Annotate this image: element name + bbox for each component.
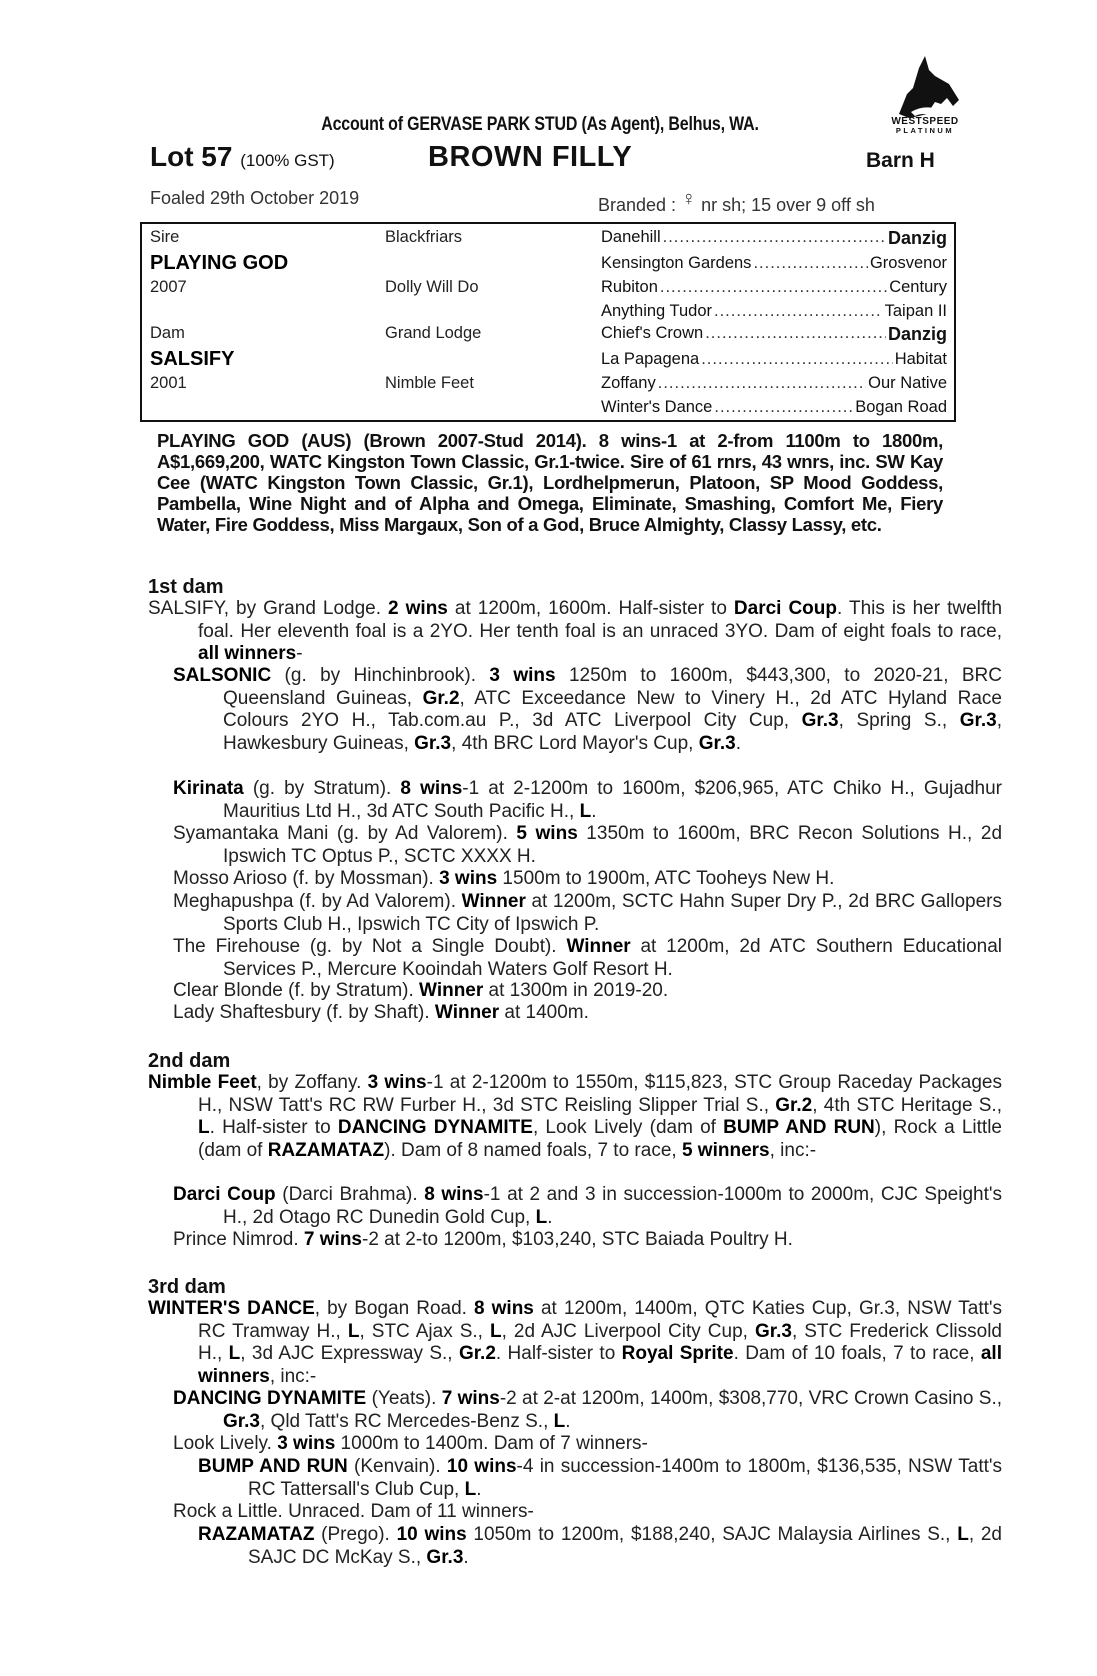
- list-item: Mosso Arioso (f. by Mossman). 3 wins 1500m to 1900m, ATC Tooheys New H.: [173, 868, 835, 889]
- sire-dam: Dolly Will Do: [385, 278, 479, 296]
- list-item: Meghapushpa (f. by Ad Valorem). Winner at 1200m, SCTC Hahn Super Dry P., 2d BRC Gallopers Sports Club H., Ipswich TC City of Ipswich P.: [173, 891, 1002, 935]
- sire-label: Sire: [150, 228, 180, 246]
- account-of-line: Account of GERVASE PARK STUD (As Agent), Belhus, WA.: [321, 114, 759, 135]
- gen3-row: Danehill ..... Danzig: [601, 228, 947, 249]
- first-dam-intro: SALSIFY, by Grand Lodge. 2 wins at 1200m, 1600m. Half-sister to Darci Coup. This is her twelfth foal. Her eleventh foal is a 2YO. Her tenth foal is an unraced 3YO. Dam of eight foals to race, all winners-: [148, 598, 1003, 664]
- lot-label: Lot 57: [150, 141, 233, 172]
- list-item: Syamantaka Mani (g. by Ad Valorem). 5 wins 1350m to 1600m, BRC Recon Solutions H., 2d Ipswich TC Optus P., SCTC XXXX H.: [173, 823, 1003, 867]
- list-item: Kirinata (g. by Stratum). 8 wins-1 at 2-1200m to 1600m, $206,965, ATC Chiko H., Gujadhur Mauritius Ltd H., 3d ATC South Pacific H., L.: [173, 778, 1002, 822]
- list-item: DANCING DYNAMITE (Yeats). 7 wins-2 at 2-at 1200m, 1400m, $308,770, VRC Crown Casino S., Gr.3, Qld Tatt's RC Mercedes-Benz S., L.: [173, 1388, 1003, 1432]
- list-item: Prince Nimrod. 7 wins-2 at 2-to 1200m, $103,240, STC Baiada Poultry H.: [173, 1229, 793, 1250]
- gen3-row: Chief's Crown ..... Danzig: [601, 324, 947, 345]
- dam-label: Dam: [150, 324, 185, 342]
- list-item: Clear Blonde (f. by Stratum). Winner at 1300m in 2019-20.: [173, 980, 669, 1001]
- branded-info: [598, 188, 875, 216]
- barn-label: Barn H: [866, 149, 935, 172]
- page-title: BROWN FILLY: [428, 141, 633, 173]
- sire-sire: Blackfriars: [385, 228, 463, 246]
- gen3-row: Zoffany ..... Our Native: [601, 374, 947, 393]
- dam-sire: Grand Lodge: [385, 324, 482, 342]
- gen3-row: La Papagena ..... Habitat: [601, 350, 947, 369]
- second-dam-heading: 2nd dam: [148, 1050, 231, 1072]
- branded-label: Branded :: [598, 195, 677, 215]
- list-item: RAZAMATAZ (Prego). 10 wins 1050m to 1200m, $188,240, SAJC Malaysia Airlines S., L, 2d SAJC DC McKay S., Gr.3.: [198, 1524, 1002, 1568]
- list-item: Darci Coup (Darci Brahma). 8 wins-1 at 2 and 3 in succession-1000m to 2000m, CJC Speight's H., 2d Otago RC Dunedin Gold Cup, L.: [173, 1184, 1002, 1228]
- dam-name: SALSIFY: [150, 348, 235, 370]
- logo-sub-text: PLATINUM: [895, 126, 955, 135]
- list-item: Rock a Little. Unraced. Dam of 11 winners-: [173, 1501, 534, 1522]
- gen3-row: Kensington Gardens ..... Grosvenor: [601, 254, 947, 273]
- first-dam-heading: 1st dam: [148, 576, 224, 598]
- sire-year: 2007: [150, 278, 187, 296]
- dam-year: 2001: [150, 374, 187, 392]
- third-dam-intro: WINTER'S DANCE, by Bogan Road. 8 wins at 1200m, 1400m, QTC Katies Cup, Gr.3, NSW Tatt's RC Tramway H., L, STC Ajax S., L, 2d AJC Liverpool City Cup, Gr.3, STC Frederick Clissold H., L, 3d AJC Expressway S., Gr.2. Half-sister to Royal Sprite. Dam of 10 foals, 7 to race, all winners, inc:-: [148, 1298, 1003, 1387]
- foaled-date: Foaled 29th October 2019: [150, 188, 360, 208]
- second-dam-intro: Nimble Feet, by Zoffany. 3 wins-1 at 2-1200m to 1550m, $115,823, STC Group Raceday Packages H., NSW Tatt's RC RW Furber H., 3d STC Reisling Slipper Trial S., Gr.2, 4th STC Heritage S., L. Half-sister to DANCING DYNAMITE, Look Lively (dam of BUMP AND RUN), Rock a Little (dam of RAZAMATAZ). Dam of 8 named foals, 7 to race, 5 winners, inc:-: [148, 1072, 1003, 1161]
- gen3-row: Anything Tudor ..... Taipan II: [601, 302, 947, 321]
- dam-dam: Nimble Feet: [385, 374, 474, 392]
- lot-number: [150, 141, 335, 173]
- logo-brand-text: WESTSPEED: [891, 116, 959, 127]
- third-dam-heading: 3rd dam: [148, 1276, 226, 1298]
- sire-name: PLAYING GOD: [150, 252, 289, 274]
- list-item: Look Lively. 3 wins 1000m to 1400m. Dam of 7 winners-: [173, 1433, 648, 1454]
- gen3-row: Rubiton ..... Century: [601, 278, 947, 297]
- branded-text: nr sh; 15 over 9 off sh: [701, 195, 875, 215]
- list-item: BUMP AND RUN (Kenvain). 10 wins-4 in succession-1400m to 1800m, $136,535, NSW Tatt's RC Tattersall's Club Cup, L.: [198, 1456, 1002, 1500]
- brand-mark-icon: ♀: [681, 188, 697, 210]
- list-item: The Firehouse (g. by Not a Single Doubt). Winner at 1200m, 2d ATC Southern Educational Services P., Mercure Kooindah Waters Golf Resort H.: [173, 936, 1002, 980]
- gst-note: (100% GST): [240, 151, 335, 170]
- gen3-row: Winter's Dance ..... Bogan Road: [601, 398, 947, 417]
- sire-summary: PLAYING GOD (AUS) (Brown 2007-Stud 2014). 8 wins-1 at 2-from 1100m to 1800m, A$1,669,200, WATC Kingston Town Classic, Gr.1-twice. Sire of 61 rnrs, 43 wnrs, inc. SW Kay Cee (WATC Kingston Town Classic, Gr.1), Lordhelpmerun, Platoon, SP Mood Goddess, Pambella, Wine Night and of Alpha and Omega, Eliminate, Smashing, Comfort Me, Fiery Water, Fire Goddess, Miss Margaux, Son of a God, Bruce Almighty, Classy Lassy, etc.: [157, 430, 943, 535]
- list-item: Lady Shaftesbury (f. by Shaft). Winner at 1400m.: [173, 1002, 589, 1023]
- list-item: SALSONIC (g. by Hinchinbrook). 3 wins 1250m to 1600m, $443,300, to 2020-21, BRC Queensland Guineas, Gr.2, ATC Exceedance New to Vinery H., 2d ATC Hyland Race Colours 2YO H., Tab.com.au P., 3d ATC Liverpool City Cup, Gr.3, Spring S., Gr.3, Hawkesbury Guineas, Gr.3, 4th BRC Lord Mayor's Cup, Gr.3.: [173, 665, 1003, 754]
